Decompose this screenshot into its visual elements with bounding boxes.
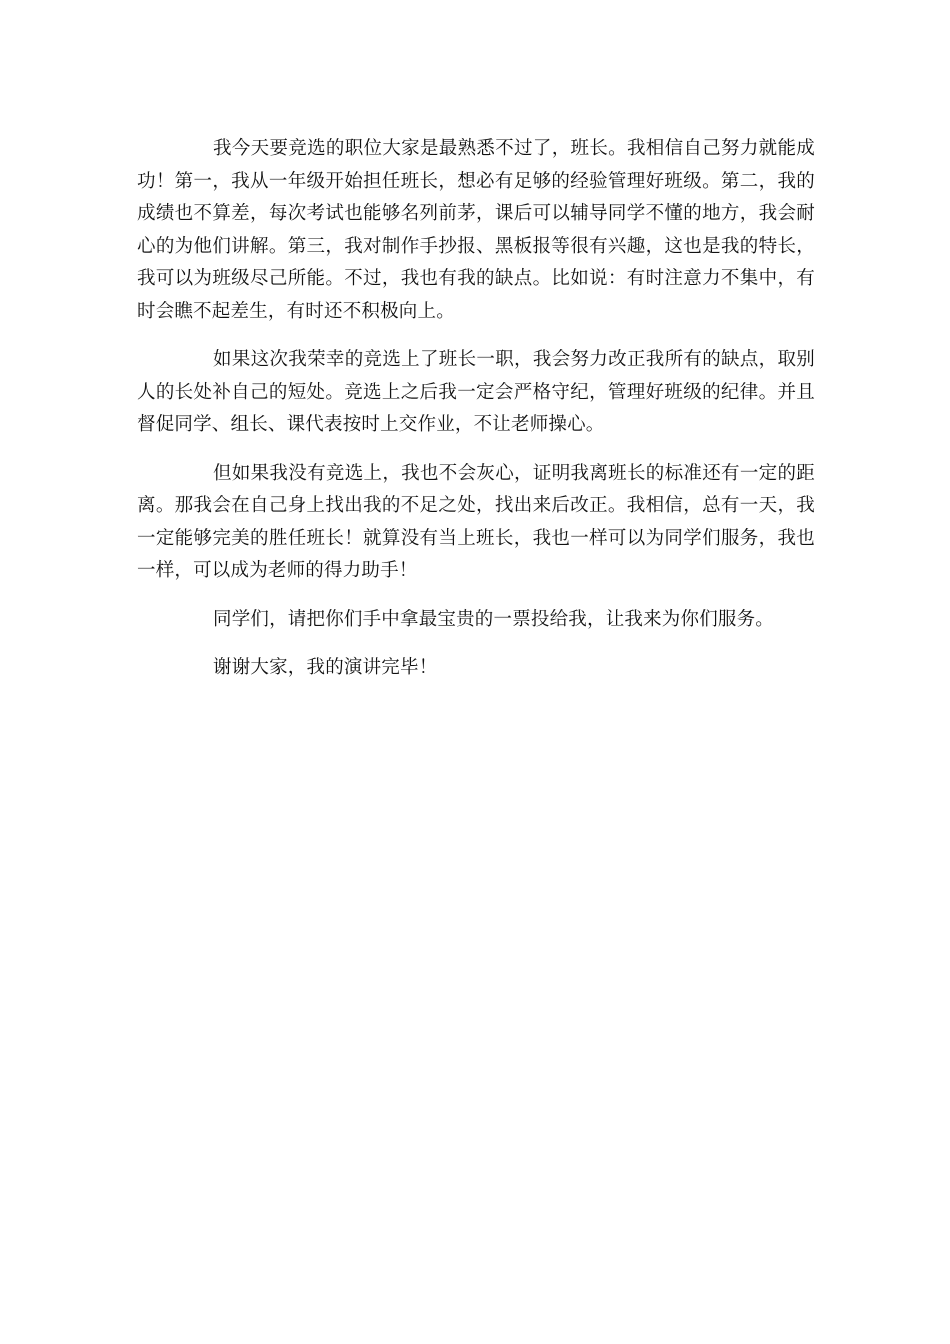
speech-body bbox=[137, 133, 815, 685]
paragraph-if-not-elected: 但如果我没有竞选上，我也不会灰心，证明我离班长的标准还有一定的距离。那我会在自己身上找出我的不足之处，找出来后改正。我相信，总有一天，我一定能够完美的胜任班长！就算没有当上班长，我也一样可以为同学们服务，我也一样，可以成为老师的得力助手！ bbox=[137, 462, 815, 581]
paragraph-if-elected: 如果这次我荣幸的竞选上了班长一职，我会努力改正我所有的缺点，取别人的长处补自己的短处。竞选上之后我一定会严格守纪，管理好班级的纪律。并且督促同学、组长、课代表按时上交作业，不让老师操心。 bbox=[137, 349, 815, 435]
paragraph-vote-request: 同学们，请把你们手中拿最宝贵的一票投给我，让我来为你们服务。 bbox=[213, 608, 775, 630]
paragraph-closing: 谢谢大家，我的演讲完毕！ bbox=[213, 657, 438, 678]
paragraph-self-introduction: 我今天要竞选的职位大家是最熟悉不过了，班长。我相信自己努力就能成功！第一，我从一年级开始担任班长，想必有足够的经验管理好班级。第二，我的成绩也不算差，每次考试也能够名列前茅，课后可以辅导同学不懂的地方，我会耐心的为他们讲解。第三，我对制作手抄报、黑板报等很有兴趣，这也是我的特长，我可以为班级尽己所能。不过，我也有我的缺点。比如说：有时注意力不集中，有时会瞧不起差生，有时还不积极向上。 bbox=[137, 138, 815, 322]
